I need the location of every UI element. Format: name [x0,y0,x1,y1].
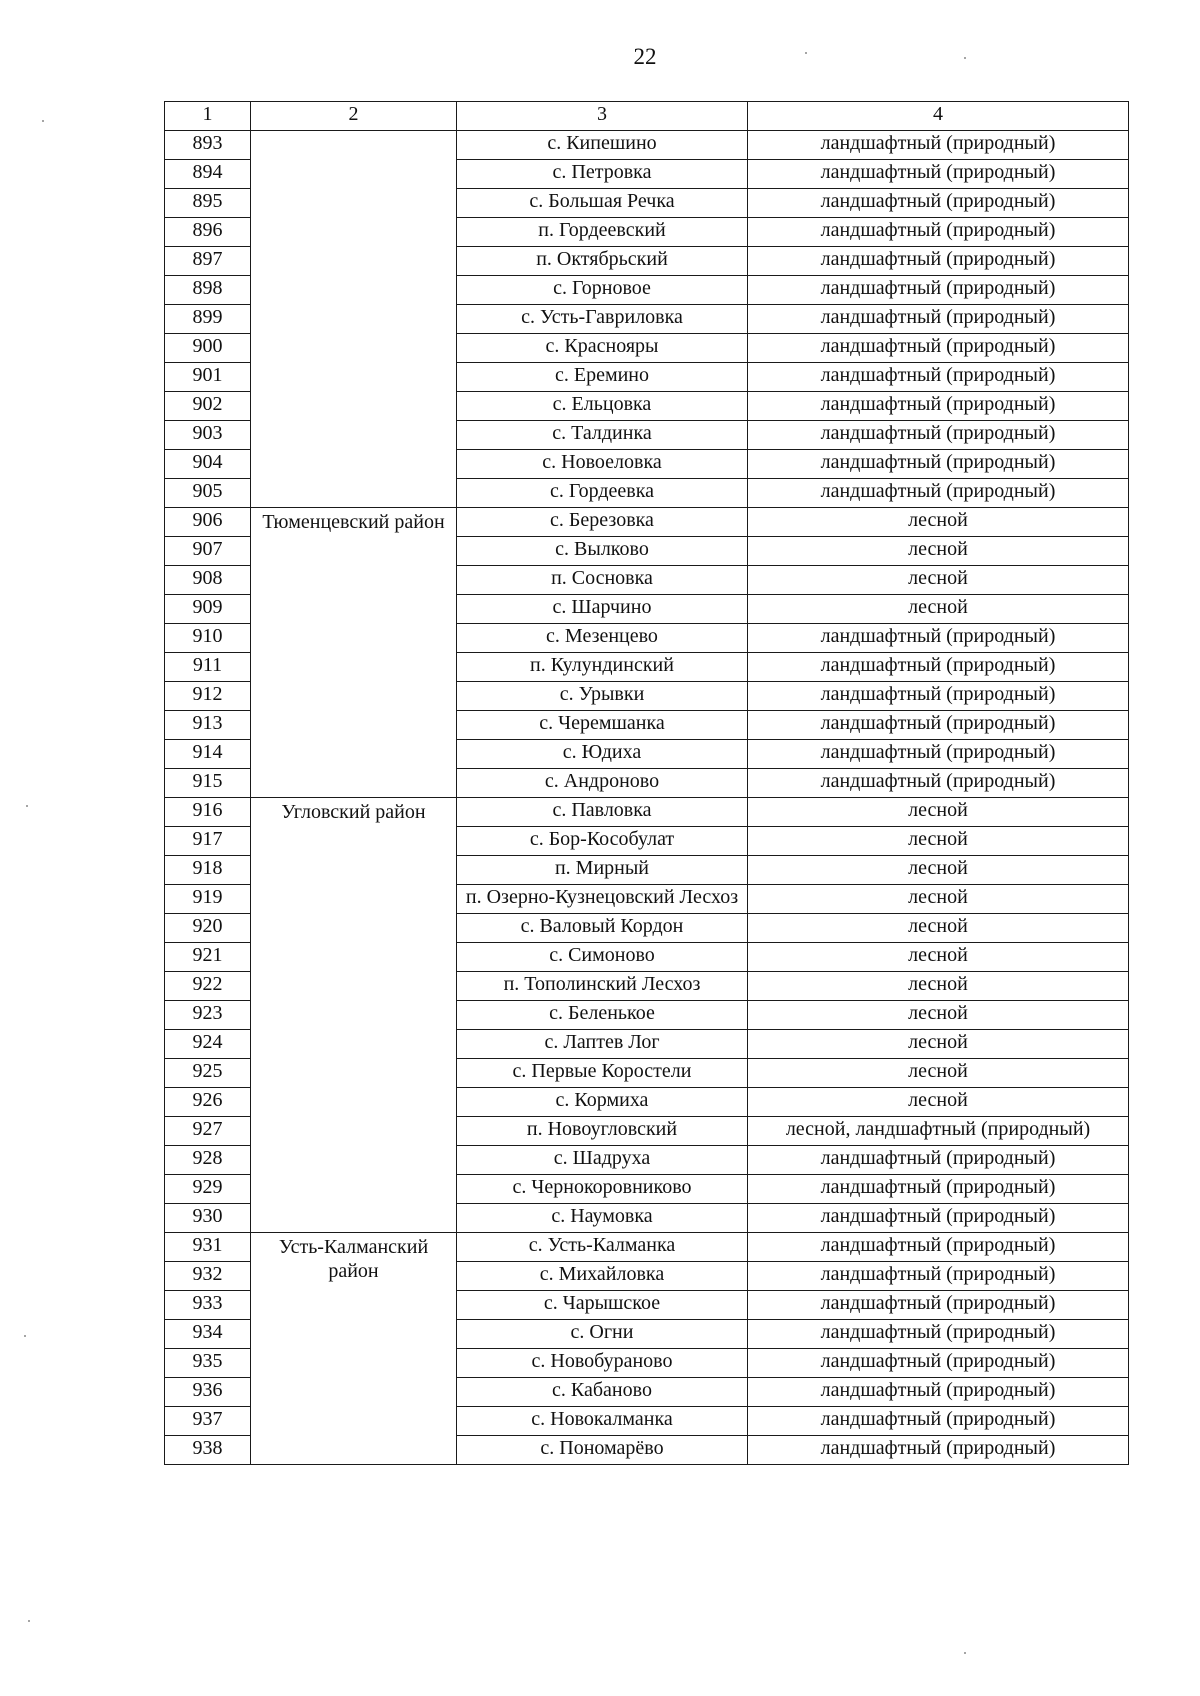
landscape-type-cell: ландшафтный (природный) [748,1146,1129,1175]
landscape-type-cell: ландшафтный (природный) [748,363,1129,392]
district-cell: Угловский район [251,798,457,1233]
row-number: 926 [165,1088,251,1117]
landscape-type-cell: ландшафтный (природный) [748,1175,1129,1204]
row-number: 934 [165,1320,251,1349]
settlement-cell: с. Пономарёво [457,1436,748,1465]
landscape-type-cell: лесной [748,914,1129,943]
settlement-cell: с. Вылково [457,537,748,566]
row-number: 901 [165,363,251,392]
landscape-type-cell: ландшафтный (природный) [748,653,1129,682]
settlements-table [164,101,1129,1465]
landscape-type-cell: ландшафтный (природный) [748,1349,1129,1378]
row-number: 894 [165,160,251,189]
settlement-cell: с. Кабаново [457,1378,748,1407]
row-number: 914 [165,740,251,769]
row-number: 936 [165,1378,251,1407]
row-number: 921 [165,943,251,972]
table-row [165,1233,1129,1262]
settlement-cell: п. Новоугловский [457,1117,748,1146]
settlement-cell: с. Березовка [457,508,748,537]
settlement-cell: с. Симоново [457,943,748,972]
settlement-cell: с. Кипешино [457,131,748,160]
row-number: 920 [165,914,251,943]
landscape-type-cell: лесной [748,508,1129,537]
landscape-type-cell: лесной [748,943,1129,972]
landscape-type-cell: ландшафтный (природный) [748,218,1129,247]
row-number: 931 [165,1233,251,1262]
landscape-type-cell: ландшафтный (природный) [748,624,1129,653]
settlement-cell: п. Озерно-Кузнецовский Лесхоз [457,885,748,914]
row-number: 928 [165,1146,251,1175]
landscape-type-cell: ландшафтный (природный) [748,276,1129,305]
settlement-cell: с. Огни [457,1320,748,1349]
landscape-type-cell: лесной [748,972,1129,1001]
landscape-type-cell: ландшафтный (природный) [748,160,1129,189]
row-number: 910 [165,624,251,653]
settlement-cell: с. Лаптев Лог [457,1030,748,1059]
settlement-cell: с. Кормиха [457,1088,748,1117]
settlement-cell: с. Гордеевка [457,479,748,508]
landscape-type-cell: лесной [748,885,1129,914]
settlement-cell: с. Новоеловка [457,450,748,479]
district-cell: Усть-Калманский район [251,1233,457,1465]
row-number: 899 [165,305,251,334]
landscape-type-cell: лесной [748,595,1129,624]
row-number: 893 [165,131,251,160]
landscape-type-cell: ландшафтный (природный) [748,682,1129,711]
settlement-cell: с. Наумовка [457,1204,748,1233]
landscape-type-cell: ландшафтный (природный) [748,131,1129,160]
row-number: 908 [165,566,251,595]
landscape-type-cell: лесной [748,798,1129,827]
row-number: 912 [165,682,251,711]
row-number: 929 [165,1175,251,1204]
scan-speck [26,805,28,807]
landscape-type-cell: ландшафтный (природный) [748,1407,1129,1436]
landscape-type-cell: ландшафтный (природный) [748,247,1129,276]
landscape-type-cell: лесной, ландшафтный (природный) [748,1117,1129,1146]
settlement-cell: с. Талдинка [457,421,748,450]
settlement-cell: с. Шадруха [457,1146,748,1175]
settlement-cell: с. Краснояры [457,334,748,363]
district-cell: Тюменцевский район [251,508,457,798]
landscape-type-cell: ландшафтный (природный) [748,450,1129,479]
landscape-type-cell: лесной [748,1001,1129,1030]
row-number: 923 [165,1001,251,1030]
landscape-type-cell: лесной [748,566,1129,595]
table-body [165,131,1129,1465]
scan-speck [805,52,807,54]
row-number: 927 [165,1117,251,1146]
landscape-type-cell: ландшафтный (природный) [748,1378,1129,1407]
row-number: 933 [165,1291,251,1320]
settlement-cell: с. Черемшанка [457,711,748,740]
settlement-cell: с. Ельцовка [457,392,748,421]
landscape-type-cell: ландшафтный (природный) [748,1291,1129,1320]
landscape-type-cell: лесной [748,537,1129,566]
landscape-type-cell: ландшафтный (природный) [748,1436,1129,1465]
table-row [165,798,1129,827]
row-number: 906 [165,508,251,537]
settlement-cell: с. Шарчино [457,595,748,624]
landscape-type-cell: ландшафтный (природный) [748,392,1129,421]
settlement-cell: с. Новобураново [457,1349,748,1378]
scan-speck [42,120,44,122]
scan-speck [24,1335,26,1337]
landscape-type-cell: ландшафтный (природный) [748,1233,1129,1262]
settlement-cell: с. Беленькое [457,1001,748,1030]
row-number: 930 [165,1204,251,1233]
row-number: 918 [165,856,251,885]
settlement-cell: с. Юдиха [457,740,748,769]
settlement-cell: с. Большая Речка [457,189,748,218]
row-number: 905 [165,479,251,508]
settlement-cell: с. Новокалманка [457,1407,748,1436]
header-col-3: 3 [457,102,748,131]
landscape-type-cell: ландшафтный (природный) [748,189,1129,218]
scan-speck [28,1620,30,1622]
settlement-cell: п. Тополинский Лесхоз [457,972,748,1001]
row-number: 922 [165,972,251,1001]
row-number: 895 [165,189,251,218]
landscape-type-cell: ландшафтный (природный) [748,479,1129,508]
row-number: 919 [165,885,251,914]
landscape-type-cell: ландшафтный (природный) [748,769,1129,798]
landscape-type-cell: ландшафтный (природный) [748,334,1129,363]
row-number: 938 [165,1436,251,1465]
table-header-row [165,102,1129,131]
landscape-type-cell: ландшафтный (природный) [748,1204,1129,1233]
row-number: 903 [165,421,251,450]
settlement-cell: п. Мирный [457,856,748,885]
settlement-cell: с. Валовый Кордон [457,914,748,943]
settlement-cell: п. Сосновка [457,566,748,595]
row-number: 924 [165,1030,251,1059]
landscape-type-cell: ландшафтный (природный) [748,1262,1129,1291]
landscape-type-cell: ландшафтный (природный) [748,711,1129,740]
settlement-cell: с. Михайловка [457,1262,748,1291]
landscape-type-cell: ландшафтный (природный) [748,305,1129,334]
header-col-2: 2 [251,102,457,131]
row-number: 913 [165,711,251,740]
row-number: 902 [165,392,251,421]
row-number: 904 [165,450,251,479]
settlement-cell: с. Чернокоровниково [457,1175,748,1204]
settlement-cell: с. Петровка [457,160,748,189]
scan-speck [964,57,966,59]
settlement-cell: п. Кулундинский [457,653,748,682]
settlement-cell: с. Мезенцево [457,624,748,653]
table-row [165,508,1129,537]
page-number: 22 [633,44,657,69]
settlement-cell: с. Урывки [457,682,748,711]
row-number: 937 [165,1407,251,1436]
settlement-cell: с. Чарышское [457,1291,748,1320]
row-number: 897 [165,247,251,276]
landscape-type-cell: ландшафтный (природный) [748,1320,1129,1349]
table-row [165,131,1129,160]
district-cell [251,131,457,508]
settlement-cell: п. Гордеевский [457,218,748,247]
row-number: 907 [165,537,251,566]
landscape-type-cell: ландшафтный (природный) [748,421,1129,450]
row-number: 898 [165,276,251,305]
scan-speck [964,1652,966,1654]
row-number: 911 [165,653,251,682]
header-col-4: 4 [748,102,1129,131]
landscape-type-cell: лесной [748,827,1129,856]
landscape-type-cell: лесной [748,1030,1129,1059]
settlement-cell: с. Бор-Кособулат [457,827,748,856]
row-number: 932 [165,1262,251,1291]
settlement-cell: с. Павловка [457,798,748,827]
settlement-cell: с. Андроново [457,769,748,798]
landscape-type-cell: лесной [748,1088,1129,1117]
settlement-cell: с. Горновое [457,276,748,305]
row-number: 917 [165,827,251,856]
row-number: 896 [165,218,251,247]
row-number: 935 [165,1349,251,1378]
row-number: 900 [165,334,251,363]
row-number: 909 [165,595,251,624]
landscape-type-cell: ландшафтный (природный) [748,740,1129,769]
settlement-cell: с. Еремино [457,363,748,392]
row-number: 925 [165,1059,251,1088]
row-number: 915 [165,769,251,798]
settlement-cell: с. Первые Коростели [457,1059,748,1088]
settlement-cell: п. Октябрьский [457,247,748,276]
row-number: 916 [165,798,251,827]
landscape-type-cell: лесной [748,856,1129,885]
settlement-cell: с. Усть-Гавриловка [457,305,748,334]
landscape-type-cell: лесной [748,1059,1129,1088]
settlement-cell: с. Усть-Калманка [457,1233,748,1262]
header-col-1: 1 [165,102,251,131]
